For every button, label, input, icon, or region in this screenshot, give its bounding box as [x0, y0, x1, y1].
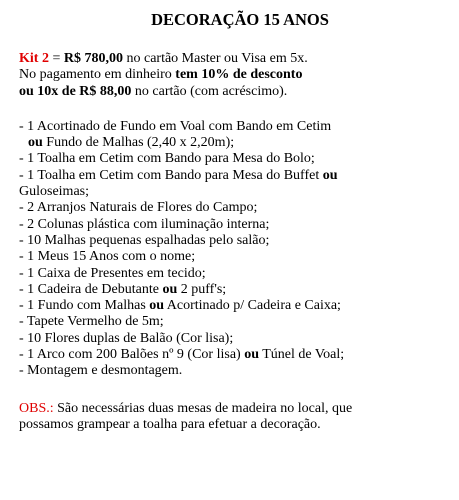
- kit-price: R$ 780,00: [63, 51, 123, 66]
- list-item-emphasis: ou: [28, 135, 43, 151]
- list-item: [19, 151, 451, 167]
- list-item: [19, 233, 451, 249]
- obs-line-1: [19, 401, 451, 417]
- list-item-text: - 1 Meus 15 Anos com o nome;: [19, 249, 196, 265]
- list-item-emphasis: ou: [322, 167, 338, 183]
- list-item: [19, 266, 451, 282]
- list-item: [19, 249, 451, 265]
- list-item: [19, 298, 451, 314]
- offer-line-2: [19, 67, 451, 83]
- items-list: [19, 119, 451, 380]
- list-item: [19, 314, 451, 330]
- list-item-text: - 2 Arranjos Naturais de Flores do Campo;: [19, 200, 258, 216]
- offer-line-1-rest: no cartão Master ou Visa em 5x.: [122, 51, 308, 66]
- list-item-text: - 10 Flores duplas de Balão (Cor lisa);: [19, 330, 234, 346]
- list-item-text: - 1 Toalha em Cetim com Bando para Mesa do Bolo;: [19, 151, 315, 167]
- kit-label: Kit 2: [19, 51, 49, 66]
- installment-text: ou 10x de R$ 88,00: [19, 83, 132, 99]
- list-item: [19, 282, 451, 298]
- list-item: [19, 217, 451, 233]
- list-item-text: - 1 Cadeira de Debutante: [19, 281, 163, 297]
- offer-line-3: [19, 84, 451, 100]
- obs-block: [19, 401, 451, 434]
- list-item: [19, 119, 451, 135]
- list-item: [19, 168, 451, 184]
- list-item-emphasis: ou: [149, 298, 165, 314]
- list-item: [19, 347, 451, 363]
- document: [19, 10, 451, 433]
- list-item: [19, 363, 451, 379]
- list-item-text: - 1 Toalha em Cetim com Bando para Mesa do Buffet: [19, 167, 323, 183]
- list-item-text: - Montagem e desmontagem.: [19, 363, 183, 379]
- obs-line-2: possamos grampear a toalha para efetuar a decoração.: [19, 416, 321, 432]
- list-item-emphasis: ou: [244, 347, 259, 363]
- offer-line-1: [19, 51, 451, 67]
- offer-line-2-pre: No pagamento em dinheiro: [19, 67, 176, 83]
- offer-block: [19, 51, 451, 100]
- list-item-text: Acortinado p/ Cadeira e Caixa;: [164, 298, 341, 314]
- list-item-emphasis: ou: [162, 281, 178, 297]
- list-item-text: - 1 Arco com 200 Balões nº 9 (Cor lisa): [19, 347, 245, 363]
- list-item-text: - 2 Colunas plástica com iluminação interna;: [19, 216, 270, 232]
- list-item-text: - 1 Fundo com Malhas: [19, 298, 150, 314]
- list-item: [19, 184, 451, 200]
- list-item-text: Guloseimas;: [19, 184, 89, 200]
- list-item-text: - 1 Caixa de Presentes em tecido;: [19, 265, 206, 281]
- page-title: DECORAÇÃO 15 ANOS: [151, 10, 329, 29]
- list-item-text: - Tapete Vermelho de 5m;: [19, 314, 164, 330]
- obs-label: OBS.:: [19, 400, 54, 416]
- list-item-text: 2 puff's;: [177, 281, 227, 297]
- list-item-text: - 10 Malhas pequenas espalhadas pelo salão;: [19, 232, 270, 248]
- list-item: [19, 135, 451, 151]
- list-item-text: Fundo de Malhas (2,40 x 2,20m);: [42, 135, 235, 151]
- offer-line-3-rest: no cartão (com acréscimo).: [131, 83, 288, 99]
- list-item-text: Túnel de Voal;: [259, 347, 345, 363]
- discount-text: tem 10% de desconto: [175, 67, 303, 83]
- list-item: [19, 331, 451, 347]
- obs-line-1-rest: São necessárias duas mesas de madeira no local, que: [53, 400, 353, 416]
- list-item: [19, 200, 451, 216]
- list-item-text: - 1 Acortinado de Fundo em Voal com Bando em Cetim: [19, 118, 332, 134]
- kit-equals: =: [48, 51, 64, 66]
